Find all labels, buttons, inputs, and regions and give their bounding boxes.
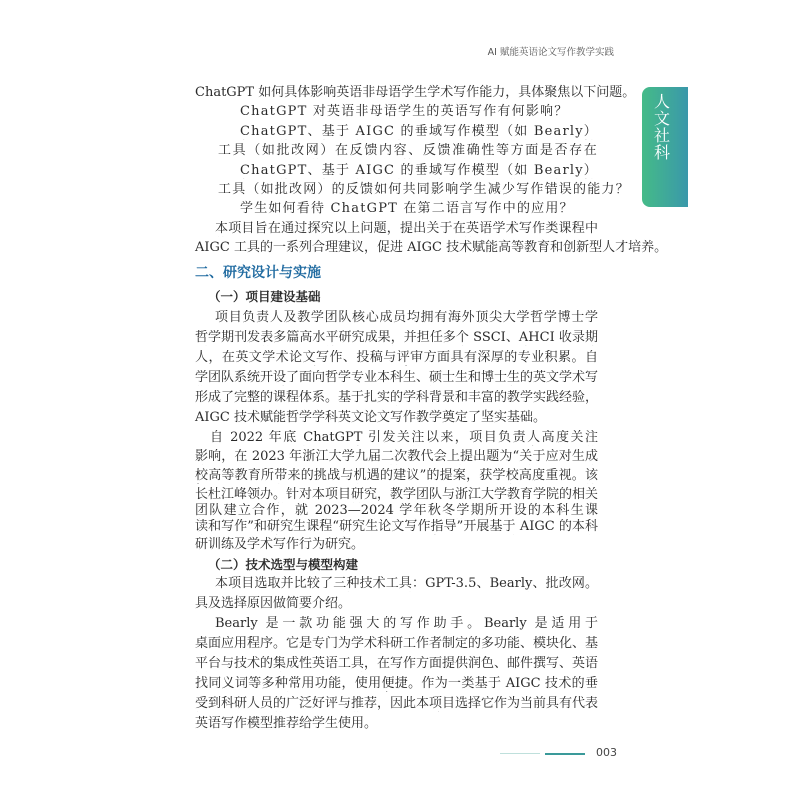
text-line: ChatGPT 如何具体影响英语非母语学生学术写作能力，具体聚焦以下问题。 — [195, 85, 636, 100]
text-line: 找同义词等多种常用功能，使用便捷。作为一类基于 AIGC 技术的垂 — [195, 676, 598, 691]
text-line: 工具（如批改网）在反馈内容、反馈准确性等方面是否存在 — [218, 143, 598, 158]
subsection-heading-1: （一）项目建设基础 — [208, 289, 321, 304]
text-line: ChatGPT 对英语非母语学生的英语写作有何影响？ — [240, 104, 569, 119]
text-line: 平台与技术的集成性英语工具，在写作方面提供润色、邮件撰写、英语 — [195, 656, 598, 671]
text-line: 受到科研人员的广泛好评与推荐，因此本项目选择它作为当前具有代表 — [195, 696, 598, 711]
text-line: 工具（如批改网）的反馈如何共同影响学生减少写作错误的能力？ — [218, 182, 630, 197]
text-line: 英语写作模型推荐给学生使用。 — [195, 716, 378, 731]
text-line: 桌面应用程序。它是专门为学术科研工作者制定的多功能、模块化、基 — [195, 636, 598, 651]
text-line: 人，在英文学术论文写作、投稿与评审方面具有深厚的专业积累。自 — [195, 350, 598, 365]
text-line: 研训练及学术写作行为研究。 — [195, 537, 365, 552]
text-line: 本项目旨在通过探究以上问题，提出关于在英语学术写作类课程中 — [215, 221, 598, 236]
text-line: AIGC 工具的一系列合理建议，促进 AIGC 技术赋能高等教育和创新型人才培养。 — [195, 240, 668, 255]
text-line: 学团队系统开设了面向哲学专业本科生、硕士生和博士生的英文学术写 — [195, 370, 598, 385]
text-line: 校高等教育所带来的挑战与机遇的建议”的提案，获学校高度重视。该 — [195, 468, 598, 483]
text-line: 自 2022 年底 ChatGPT 引发关注以来，项目负责人高度关注 — [210, 430, 598, 445]
text-line: 团队建立合作，就 2023—2024 学年秋冬学期所开设的本科生课 — [195, 503, 598, 518]
page-number: 003 — [596, 746, 617, 759]
text-line: 具及选择原因做简要介绍。 — [195, 596, 352, 611]
text-line: 读和写作”和研究生课程“研究生论文写作指导”开展基于 AIGC 的本科 — [195, 519, 598, 534]
text-line: 长杜江峰领办。针对本项目研究，教学团队与浙江大学教育学院的相关 — [195, 487, 598, 502]
subsection-heading-2: （二）技术选型与模型构建 — [208, 557, 359, 572]
section-tab-label: 人文社科 — [654, 92, 671, 162]
text-line: Bearly 是一款功能强大的写作助手。Bearly 是适用于 — [215, 616, 598, 631]
running-header: AI 赋能英语论文写作教学实践 — [487, 47, 614, 58]
text-line: 哲学期刊发表多篇高水平研究成果，并担任多个 SSCI、AHCI 收录期 — [195, 330, 598, 345]
section-heading: 二、研究设计与实施 — [195, 265, 321, 281]
text-line: 项目负责人及教学团队核心成员均拥有海外顶尖大学哲学博士学 — [215, 310, 598, 325]
text-line: 学生如何看待 ChatGPT 在第二语言写作中的应用？ — [240, 201, 574, 216]
text-line: 影响，在 2023 年浙江大学九届二次教代会上提出题为“关于应对生成 — [195, 449, 598, 464]
footer-rule-light — [500, 753, 540, 754]
text-line: 形成了完整的课程体系。基于扎实的学科背景和丰富的教学实践经验， — [195, 390, 598, 405]
section-tab — [642, 87, 688, 207]
footer-rule-accent — [545, 753, 585, 755]
text-line: 本项目选取并比较了三种技术工具：GPT-3.5、Bearly、批改网。 — [215, 576, 598, 591]
text-line: ChatGPT、基于 AIGC 的垂域写作模型（如 Bearly） — [240, 124, 598, 139]
text-line: AIGC 技术赋能哲学学科英文论文写作教学奠定了坚实基础。 — [195, 410, 546, 425]
text-line: ChatGPT、基于 AIGC 的垂域写作模型（如 Bearly） — [240, 163, 598, 178]
